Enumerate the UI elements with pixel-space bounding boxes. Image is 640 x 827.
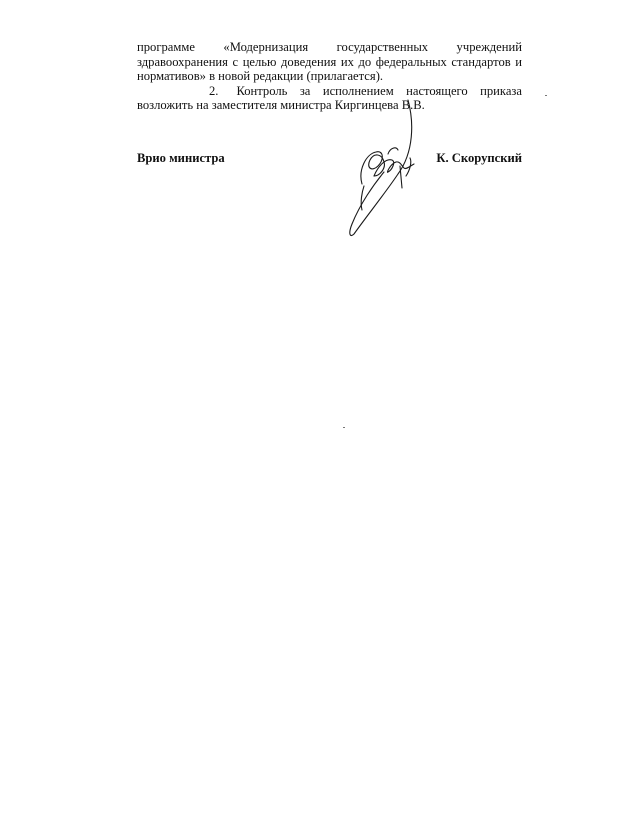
handwritten-signature-icon <box>340 92 430 242</box>
signatory-position: Врио министра <box>137 151 225 165</box>
paragraph-1: программе «Модернизация государственных учреждений здравоохранения с целью доведения их до федеральных стандартов и нормативов» в новой редакции (прилагается). <box>137 40 522 84</box>
document-body <box>137 40 522 113</box>
scan-speck <box>545 95 547 96</box>
signatory-name: К. Скорупский <box>436 151 522 165</box>
paragraph-item-2 <box>137 84 522 113</box>
scan-speck <box>343 427 345 428</box>
item-number: 2. <box>209 83 219 98</box>
item-2-text: Контроль за исполнением настоящего приказа возложить на заместителя министра Киргинцева В.В. <box>137 83 522 113</box>
